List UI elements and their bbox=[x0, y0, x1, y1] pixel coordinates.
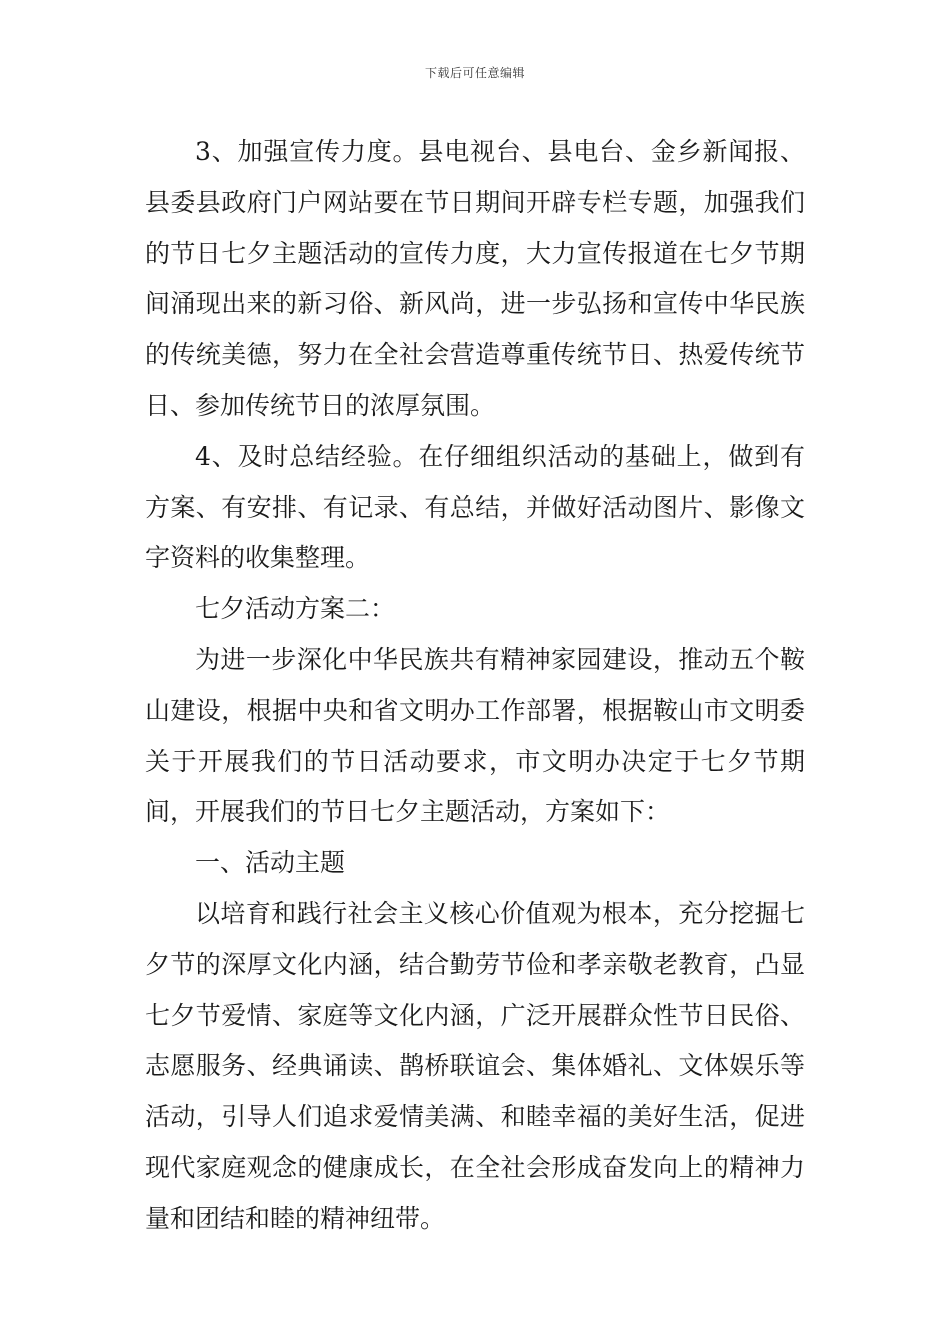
section-heading-plan-two: 七夕活动方案二： bbox=[195, 594, 396, 624]
paragraph-theme: 以培育和践行社会主义核心价值观为根本，充分挖掘七夕节的深厚文化内涵，结合勤劳节俭和孝亲敬老教育，凸显七夕节爱情、家庭等文化内涵，广泛开展群众性节日民俗、志愿服务、经典诵读、鹊桥联谊会、集体婚礼、文体娱乐等活动，引导人们追求爱情美满、和睦幸福的美好生活，促进现代家庭观念的健康成长，在全社会形成奋发向上的精神力量和团结和睦的精神纽带。 bbox=[145, 898, 805, 1233]
document-body bbox=[145, 127, 805, 1245]
header-note: 下载后可任意编辑 bbox=[424, 66, 525, 80]
paragraph-plan-intro: 为进一步深化中华民族共有精神家园建设，推动五个鞍山建设，根据中央和省文明办工作部署，根据鞍山市文明委关于开展我们的节日活动要求，市文明办决定于七夕节期间，开展我们的节日七夕主题活动，方案如下： bbox=[145, 644, 805, 827]
paragraph-summary: 4、及时总结经验。在仔细组织活动的基础上，做到有方案、有安排、有记录、有总结，并做好活动图片、影像文字资料的收集整理。 bbox=[145, 441, 805, 573]
paragraph-publicity: 3、加强宣传力度。县电视台、县电台、金乡新闻报、县委县政府门户网站要在节日期间开辟专栏专题，加强我们的节日七夕主题活动的宣传力度，大力宣传报道在七夕节期间涌现出来的新习俗、新风尚，进一步弘扬和宣传中华民族的传统美德，努力在全社会营造尊重传统节日、热爱传统节日、参加传统节日的浓厚氛围。 bbox=[145, 137, 805, 420]
section-heading-theme: 一、活动主题 bbox=[195, 848, 346, 878]
